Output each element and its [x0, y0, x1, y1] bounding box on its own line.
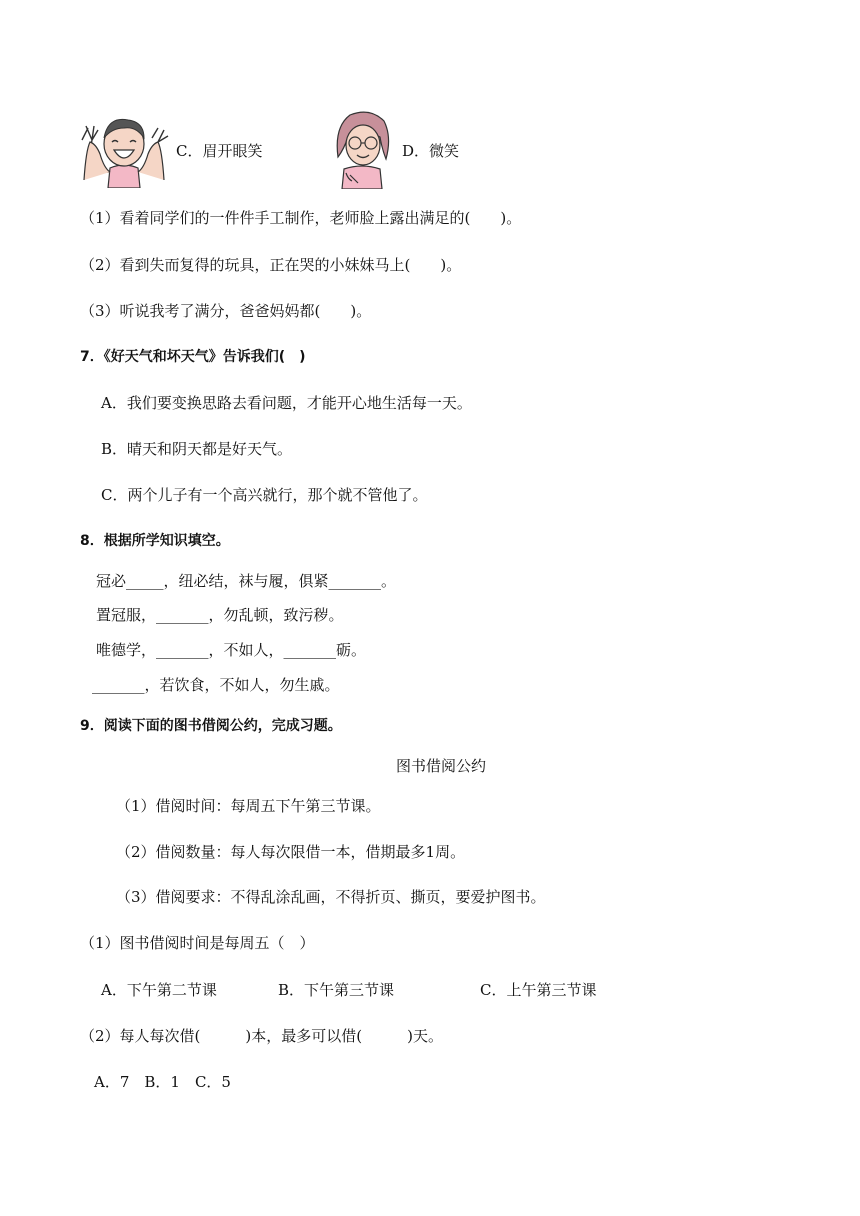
option-c-label: C．眉开眼笑 [176, 142, 263, 160]
q8-line-3: 唯德学，_______，不如人，_______砺。 [96, 641, 367, 659]
notice-rule-1: （1）借阅时间：每周五下午第三节课。 [116, 797, 381, 815]
q9-sub1-option-b: B．下午第三节课 [278, 981, 395, 999]
notice-rule-2: （2）借阅数量：每人每次限借一本，借期最多1周。 [116, 843, 466, 861]
q6-sub1: （1）看着同学们的一件件手工制作，老师脸上露出满足的( )。 [80, 209, 522, 227]
q7-option-a: A．我们要变换思路去看问题，才能开心地生活每一天。 [101, 394, 472, 412]
q8-line-4: _______，若饮食，不如人，勿生戚。 [92, 676, 340, 694]
notice-title: 图书借阅公约 [396, 757, 487, 775]
q6-sub3: （3）听说我考了满分，爸爸妈妈都( )。 [80, 302, 372, 320]
q9-sub1-option-c: C．上午第三节课 [480, 981, 597, 999]
q8-line-2: 置冠服，_______，勿乱顿，致污秽。 [96, 606, 344, 624]
q6-sub2: （2）看到失而复得的玩具，正在哭的小妹妹马上( )。 [80, 256, 462, 274]
q7-option-c: C．两个儿子有一个高兴就行，那个就不管他了。 [101, 486, 428, 504]
q9-sub1: （1）图书借阅时间是每周五（ ） [80, 934, 315, 952]
q9-sub1-option-a: A．下午第二节课 [101, 981, 217, 999]
laughing-boy-illustration [78, 110, 170, 188]
q7-option-b: B．晴天和阴天都是好天气。 [101, 440, 293, 458]
question-8-title: 8．根据所学知识填空。 [80, 533, 230, 549]
question-9-title: 9．阅读下面的图书借阅公约，完成习题。 [80, 718, 342, 734]
option-d-label: D．微笑 [402, 142, 460, 160]
q9-sub2: （2）每人每次借( )本，最多可以借( )天。 [80, 1027, 443, 1045]
notice-rule-3: （3）借阅要求：不得乱涂乱画，不得折页、撕页，要爱护图书。 [116, 888, 546, 906]
question-7-title: 7．《好天气和坏天气》告诉我们( ) [80, 349, 306, 365]
q8-line-1: 冠必_____，纽必结，袜与履，俱紧_______。 [96, 572, 397, 590]
smiling-teacher-illustration [330, 107, 394, 189]
q9-sub2-options: A．7 B．1 C．5 [94, 1073, 231, 1091]
